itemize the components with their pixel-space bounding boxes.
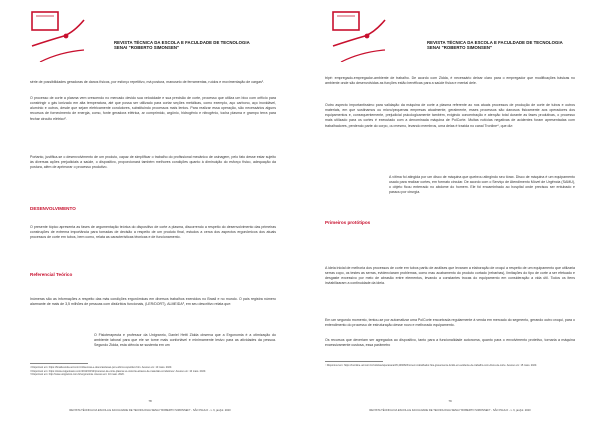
- footnote-divider: [325, 361, 383, 362]
- paragraph: Em um segundo momento, tentou-se por automatizar uma PolCorte encontrada regularmente à venda em mercado do segmento, gerando outro croqui, para o entendimento do processo de estruturação desse novo e melhorado equipamento.: [325, 318, 575, 328]
- journal-header: [427, 40, 563, 51]
- paragraph: A ideia inicial de melhoria dos processos de corte em tubos partiu de análises que levaram a elaboração de croqui a respeito de um equipamento que utilizaria serras copo, os testes as serras, evidenciaram problemas, como mau acabamento do produto cortado (rebarbas), limitações do tipo de corte a ser efetuado e desgaste excessivo por meio de abrasão entre elementos, levando a constantes trocas do equipamento em consideração a vida útil. Todos os itens inviabilizaram a continuidade da ideia.: [325, 266, 575, 286]
- paragraph: O processo de corte a plasma vem crescendo no mercado devido sua velocidade e sua precisão de corte, processo que utiliza um bico com orifício para constringir o gás ionizado em alta temperatura, até que possa ser utilizado para cortar seções metálicas, como exemplo, aço carbono, aço inoxidável, alumínio e outros, desde que sejam eletricamente condutores, substituindo processos mais lentos. Para realizar essa operação, são necessários alguns recursos de fornecimento de energia, como, fonte geradora elétrica, ar comprimido, argônio, hidrogênio e nitrogênio, tocha plasma e grampo terra para fechar circuito elétrico².: [30, 96, 276, 121]
- block-quote: A vítima foi atingida por um disco de máquina que quebrou atingindo seu tórax. Disco de máquina é um equipamento usado para realizar cortes, em formato circular. De acordo com o Serviço de Atendimento Móvel de Urgência (SAMU), o objeto ficou enterrado no abdome do homem. Ele foi encaminhado ao hospital onde precisou ser entubado e passou por cirurgia.: [389, 175, 575, 195]
- section-heading: DESENVOLVIMENTO: [30, 206, 76, 211]
- paragraph: Outro aspecto importantíssimo para validação da máquina de corte a plasma referente ao nos atuais processos de produção de corte de tubos e outros materiais, em que sustinamos ou micro/pequenas empresas atualmente, geralmente, esses processos são danosos fisicamente aos operadores dos equipamentos e, consequentemente, prejudicial psicologicamente também, exigindo concentração e atenção total durante as fases produtivas, o processo mais utilizado para os cortes é executado com a denominada máquina de PolCorte. Muitas notícias negativas de acidentes foram apresentadas com trabalhadores, perdendo parte do corpo, ou mesmo, levando membros, uma delas é trazida no canal Tronline⁴, que diz:: [325, 103, 575, 128]
- paragraph: O presente tópico apresenta as fases de argumentação teórica do dispositivo de corte a plasma, discorrendo a respeito do desenvolvimento das primeiras construções de extrema importância para tomadas de decisão a respeito de um produto final, estudos a cerca dos aspectos ergonômicos dos atuais processos de corte em tubos, bem como, relata as características técnicas e de funcionamento.: [30, 225, 276, 240]
- paragraph: Portanto, justifica-se o desenvolvimento de um produto, capaz de simplificar o trabalho do profissional mecânico de usinagem, pelo fato desse estar sujeito às diversas ações prejudiciais a saúde, o dispositivo, proporcionará também melhores condições quanto à diminuição do esforço físico, adequação da postura, além de aprimorar o processo produtivo.: [30, 155, 276, 170]
- subsection-heading: Primeiros protótipos: [325, 220, 371, 225]
- footnotes: [325, 364, 575, 368]
- journal-logo-icon: [331, 6, 387, 62]
- journal-header-line1: REVISTA TÉCNICA DA ESCOLA E FACULDADE DE TECNOLOGIA: [114, 40, 250, 45]
- page-number: 79: [448, 399, 452, 403]
- page-footer: REVISTA TÉCNICA DA ESCOLA E FACULDADE DE TECNOLOGIA SENAI "ROBERTO SIMONSEN" - SÃO PAULO - v. 6, jan/jul. 2020: [369, 409, 531, 412]
- journal-header-line1: REVISTA TÉCNICA DA ESCOLA E FACULDADE DE TECNOLOGIA: [427, 40, 563, 45]
- subsection-heading: Referencial Teórico: [30, 272, 73, 277]
- footnote: ² Disponível em: https://www.oxigenioaco.com/2012/03/12/processo-de-corte-plasma-vs-oxicorte-atraves-de-materiais-condutores/. Acesso em: 10 maio. 2020.: [30, 369, 206, 373]
- block-quote: O Fisioterapeuta e professor da Unigranrio, Daniel Hetti Zidda observa que a Ergonomia é a otimização do ambiente laboral para que ele se torne mais confortável e minimamente lesivo para as atividades da pessoa. Segundo Zidda, esta ciência se sustenta em um: [94, 333, 276, 348]
- page-number: 78: [148, 399, 152, 403]
- paragraph: série de possibilidades geradoras de danos físicos, por esforço repetitivo, má postura, manuseio de ferramentas, ruídos e movimentação de cargas¹.: [30, 80, 265, 84]
- journal-header: [114, 40, 250, 51]
- footnotes: [30, 366, 276, 377]
- page-footer: REVISTA TÉCNICA DA ESCOLA E FACULDADE DE TECNOLOGIA SENAI "ROBERTO SIMONSEN" - SÃO PAULO - v. 6, jan/jul. 2020: [69, 409, 231, 412]
- right-page: [300, 0, 600, 424]
- footnote: ¹ Disponível em: https://brasilescola.uol.com.br/doencas-e-doencas/lesao-por-esforco-repetitivo.htm. Acesso em: 10 maio. 2020.: [30, 366, 173, 369]
- footnote: ⁴ Disponível em: https://tnonline.uol.com.br/noticias/apucarana/45,446082/homem-trabalhador-fica-gravemente-ferido-em-acidente-de-trabalho-com-disco-de-corte. Acesso em: 15 maio. 2020.: [325, 364, 538, 367]
- footnote-divider: [30, 363, 88, 364]
- paragraph: Inúmeras são as informações a respeito das más condições ergonômicas em diversos trabalhos exercidos no Brasil e no mundo. O país registra número alarmante de mais de 3,5 milhões de pessoas com distúrbios funcionais, (LER/DORT), ALMEIDA³, em seu descritivo relata que:: [30, 297, 276, 307]
- paragraph: Os recursos que deveriam ser agregados ao dispositivo, tanto para a funcionalidade autonoma, quanto para o envolvimento protetivo, tornaria a máquina excessivamente custosa, essa parâmetro: [325, 338, 575, 348]
- journal-header-line2: SENAI "ROBERTO SIMONSEN": [427, 45, 493, 51]
- journal-header-line2: SENAI "ROBERTO SIMONSEN": [114, 45, 180, 51]
- footnote: ³ Disponível em: http://www.unigranrio.com.br/ergonomia. Acesso em: 10 maio. 2020.: [30, 373, 125, 377]
- journal-logo-icon: [30, 6, 86, 62]
- paragraph: tripé: empregado-empregador-ambiente de trabalho. De acordo com Zidda, é necessário deixar claro para o empregador que modificações básicas no ambiente onde são desenvolvidas as funções estão benéficas para a saúde física e mental dele.: [325, 76, 575, 86]
